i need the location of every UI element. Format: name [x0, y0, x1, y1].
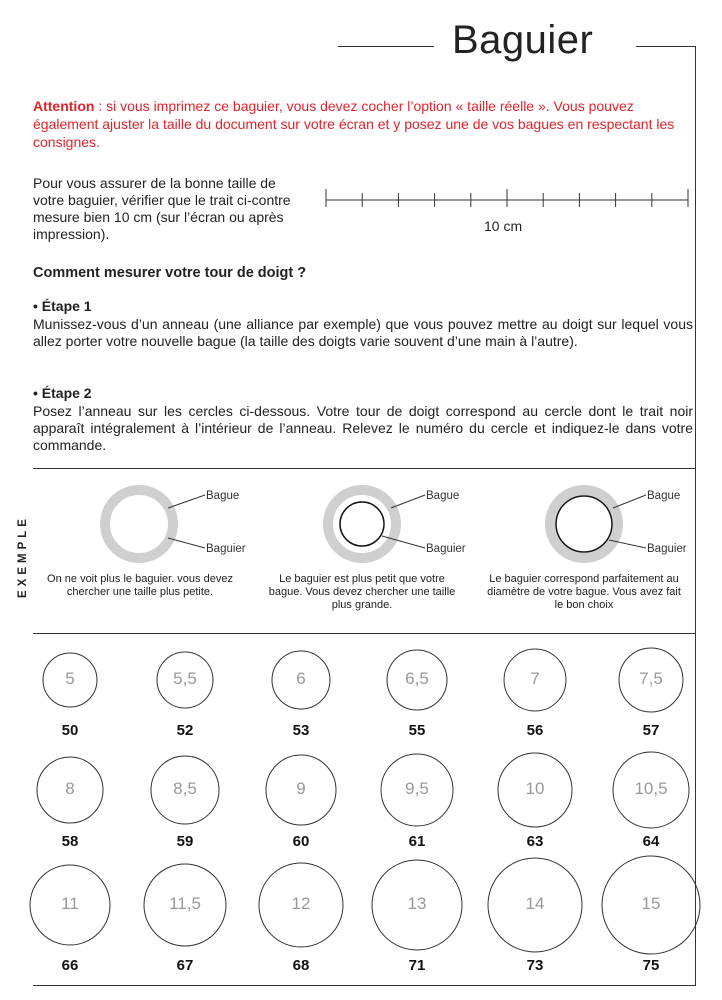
ring-size-code: 58	[61, 833, 79, 850]
ring-size-value: 11	[61, 894, 79, 913]
ruler-label: 10 cm	[484, 218, 523, 234]
ring-size-value: 10,5	[634, 779, 668, 798]
divider-middle	[33, 633, 695, 634]
ring-size-code: 57	[642, 722, 660, 739]
exemple-label: EXEMPLE	[17, 515, 29, 598]
step2-text: Posez l’anneau sur les cercles ci-dessous. Votre tour de doigt correspond au cercle dont le trait noir apparaît intégralement à l’intérieur de l’anneau. Relevez le numéro du cercle et indiquez-le dans votre commande.	[33, 403, 693, 453]
ring-size-value: 13	[407, 894, 427, 913]
ring-size-code: 59	[176, 833, 194, 850]
ring-size-code: 68	[292, 957, 310, 974]
ring-size-value: 8	[65, 779, 75, 798]
how-to-title: Comment mesurer votre tour de doigt ?	[33, 265, 307, 281]
ruler-ticks	[326, 189, 688, 207]
page-title: Baguier	[452, 18, 594, 62]
example-illustrations	[0, 470, 722, 580]
title-rule-left	[338, 46, 434, 47]
ring-size-code: 63	[526, 833, 544, 850]
ring-size-value: 11,5	[169, 894, 201, 913]
ring-size-code: 75	[642, 957, 660, 974]
example-1-bague-label: Bague	[206, 490, 240, 502]
ring-size-value: 10	[525, 779, 545, 798]
ring-size-value: 12	[291, 894, 311, 913]
ring-size-value: 7	[530, 669, 540, 688]
ring-size-code: 60	[292, 833, 310, 850]
attention-notice	[33, 97, 693, 151]
example-2-baguier-circle	[340, 502, 384, 546]
example-2	[328, 490, 466, 558]
frame-rule-top	[636, 46, 696, 47]
example-3-baguier-circle	[556, 496, 612, 552]
ring-size-value: 9	[296, 779, 306, 798]
step2-title: • Étape 2	[33, 385, 92, 401]
ring-size-code: 61	[408, 833, 426, 850]
ring-size-code: 56	[526, 722, 544, 739]
attention-label: Attention	[33, 98, 95, 114]
attention-text: : si vous imprimez ce baguier, vous devez cocher l’option « taille réelle ». Vous pouvez également ajuster la taille du document sur votre écran et y posez une de vos bagues en respectant les consignes.	[33, 98, 675, 150]
example-2-caption: Le baguier est plus petit que votre bague. Vous devez chercher une taille plus grande.	[268, 573, 456, 611]
example-2-baguier-label: Baguier	[426, 543, 466, 555]
ring-size-value: 5	[65, 669, 75, 688]
ruler-instructions: Pour vous assurer de la bonne taille de votre baguier, vérifier que le trait ci-contre mesure bien 10 cm (sur l’écran ou après impression).	[33, 175, 291, 242]
ring-size-value: 7,5	[639, 669, 663, 688]
example-3-caption: Le baguier correspond parfaitement au diamètre de votre bague. Vous avez fait le bon choix	[487, 573, 681, 611]
divider-top	[33, 468, 695, 469]
ring-size-circles	[0, 640, 722, 985]
ring-size-code: 73	[526, 957, 544, 974]
example-2-bague-label: Bague	[426, 490, 460, 502]
ruler-10cm	[325, 180, 695, 210]
ring-size-code: 64	[642, 833, 660, 850]
ring-size-code: 55	[408, 722, 426, 739]
example-1-baguier-label: Baguier	[206, 543, 246, 555]
step1-text: Munissez-vous d’un anneau (une alliance par exemple) que vous pouvez mettre au doigt sur lequel vous allez porter votre nouvelle bague (la taille des doigts varie souvent d’une main à l’autre).	[33, 316, 693, 349]
ring-size-code: 71	[408, 957, 426, 974]
example-1-caption: On ne voit plus le baguier. vous devez chercher une taille plus petite.	[47, 573, 233, 598]
example-3-baguier-label: Baguier	[647, 543, 687, 555]
ring-size-value: 15	[641, 894, 661, 913]
ring-size-code: 66	[61, 957, 79, 974]
ring-size-value: 6,5	[405, 669, 429, 688]
ring-size-code: 50	[61, 722, 79, 739]
ring-size-value: 5,5	[173, 669, 197, 688]
example-1	[105, 490, 246, 558]
ring-size-value: 6	[296, 669, 306, 688]
ring-size-code: 52	[176, 722, 194, 739]
ring-size-code: 53	[292, 722, 310, 739]
ring-size-value: 8,5	[173, 779, 197, 798]
ring-size-code: 67	[176, 957, 194, 974]
divider-bottom	[33, 985, 695, 986]
step1-title: • Étape 1	[33, 298, 92, 314]
example-3	[550, 490, 687, 558]
ring-size-value: 14	[525, 894, 545, 913]
example-3-bague-label: Bague	[647, 490, 681, 502]
ring-size-value: 9,5	[405, 779, 429, 798]
example-1-bague-ring	[105, 490, 173, 558]
